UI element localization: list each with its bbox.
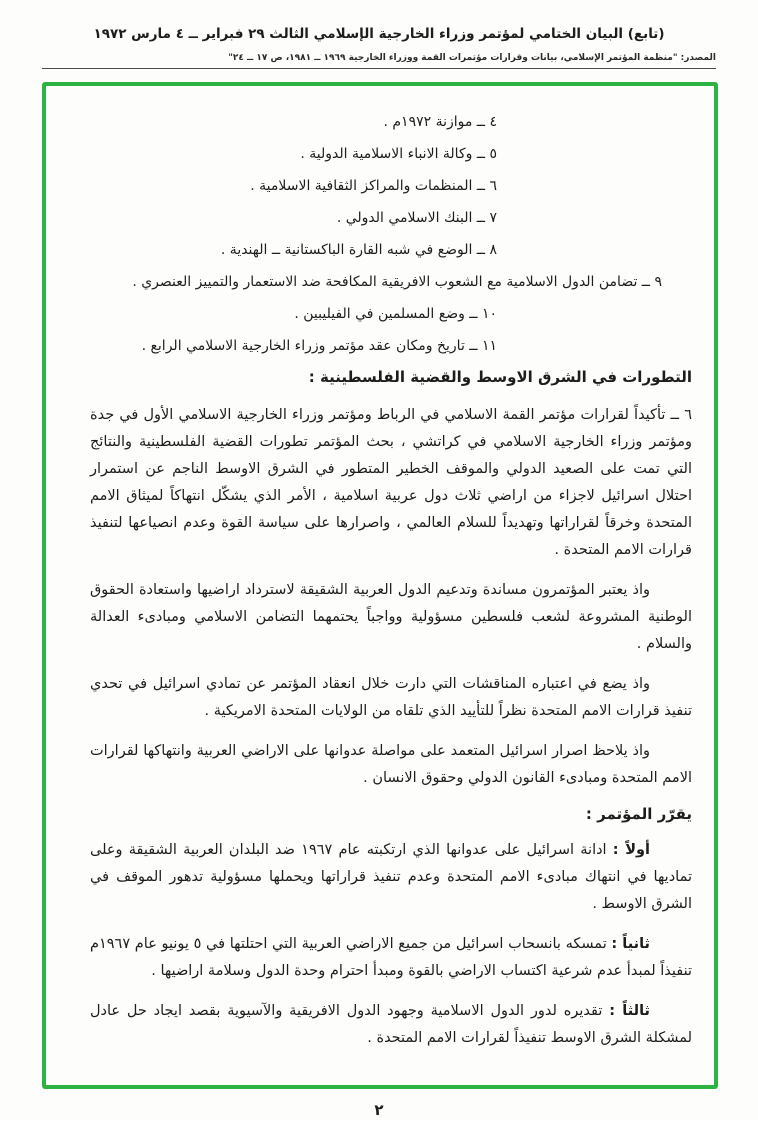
agenda-item: ٧ ــ البنك الاسلامي الدولي . (336, 210, 497, 227)
document-footer (0, 1101, 758, 1119)
document-title: (تابع) البيان الختامي لمؤتمر وزراء الخارجية الإسلامي الثالث ٢٩ فبراير ــ ٤ مارس ١٩٧٢ (93, 26, 665, 42)
source-line: المصدر: "منظمة المؤتمر الإسلامي، بيانات وقرارات مؤتمرات القمة ووزراء الخارجية ١٩٦٩ ــ ١٩٨١، ص ١٧ ــ ٢٤" (228, 53, 716, 64)
section-heading: التطورات في الشرق الاوسط والقضية الفلسطينية : (308, 368, 692, 387)
agenda-item: ٨ ــ الوضع في شبه القارة الباكستانية ــ الهندية . (220, 242, 497, 259)
green-highlight-box (42, 82, 718, 1089)
agenda-item: ٦ ــ المنظمات والمراكز الثقافية الاسلامية . (250, 178, 497, 195)
decision-text: تمسكه بانسحاب اسرائيل من جميع الاراضي العربية التي احتلتها في ٥ يونيو عام ١٩٦٧م تنفيذاً لمبدأ عدم شرعية اكتساب الاراضي بالقوة ومبدأ احترام وحدة الدول وسلامة اراضيها . (90, 936, 692, 980)
decision-label: أولاً : (612, 842, 651, 859)
agenda-item: ١٠ ــ وضع المسلمين في الفيليبين . (294, 306, 497, 323)
agenda-item: ١١ ــ تاريخ ومكان عقد مؤتمر وزراء الخارجية الاسلامي الرابع . (141, 338, 497, 355)
decision-label: ثانياً : (611, 936, 650, 953)
agenda-item: ٥ ــ وكالة الانباء الاسلامية الدولية . (300, 146, 497, 163)
agenda-item: ٤ ــ موازنة ١٩٧٢م . (383, 114, 497, 131)
decision-text: تقديره لدور الدول الاسلامية وجهود الدول الافريقية والآسيوية بقصد ايجاد حل عادل لمشكلة الشرق الاوسط تنفيذاً لقرارات الامم المتحدة . (90, 1003, 692, 1047)
body-paragraph: واذ يلاحظ اصرار اسرائيل المتعمد على مواصلة عدوانها على الاراضي العربية وانتهاكها لقرارات الامم المتحدة ومبادىء القانون الدولي وحقوق الانسان . (90, 743, 692, 787)
page-number: ٢ (374, 1101, 384, 1120)
decision-paragraph (90, 998, 692, 1052)
body-paragraph: واذ يعتبر المؤتمرون مساندة وتدعيم الدول العربية الشقيقة لاسترداد اراضيها واستعادة الحقوق الوطنية المشروعة لشعب فلسطين مسؤولية وواجباً يحتمهما التضامن الاسلامي ومبادىء العدالة والسلام . (90, 582, 692, 653)
decision-text: ادانة اسرائيل على عدوانها الذي ارتكبته عام ١٩٦٧ ضد البلدان العربية الشقيقة وعلى تماديها في انتهاك مبادىء الامم المتحدة وعدم تنفيذ قراراتها ويحملها مسؤولية تدهور الموقف في الشرق الاوسط . (90, 842, 692, 913)
body-paragraph: ٦ ــ تأكيداً لقرارات مؤتمر القمة الاسلامي في الرباط ومؤتمر وزراء الخارجية الاسلامي الأول في جدة ومؤتمر وزراء الخارجية الاسلامي في كراتشي ، بحث المؤتمر تطورات القضية الفلسطينية والنتائج التي تمت على الصعيد الدولي والموقف الخطير المتطور في الشرق الاوسط الناجم عن استمرار احتلال اسرائيل لاجزاء من اراضي ثلاث دول عربية اسلامية ، الأمر الذي يشكّل انتهاكاً لميثاق الامم المتحدة وخرقاً لقراراتها وتهديداً للسلام العالمي ، واصرارها على سياسة القوة وعدم انصياعها لتنفيذ قرارات الامم المتحدة . (90, 407, 692, 559)
body-paragraph: واذ يضع في اعتباره المناقشات التي دارت خلال انعقاد المؤتمر عن تمادي اسرائيل في تحدي تنفيذ قرارات الامم المتحدة نظراً للتأييد الذي تلقاه من الولايات المتحدة الامريكية . (90, 676, 692, 720)
decision-paragraph (90, 837, 692, 918)
document-header (0, 0, 758, 69)
agenda-item: ٩ ــ تضامن الدول الاسلامية مع الشعوب الافريقية المكافحة ضد الاستعمار والتمييز العنصري . (132, 274, 662, 291)
decree-heading: يقرّر المؤتمر : (585, 805, 692, 824)
decision-paragraph (90, 931, 692, 985)
decision-label: ثالثاً : (609, 1003, 651, 1020)
agenda-list (90, 112, 692, 356)
header-divider (42, 68, 716, 69)
